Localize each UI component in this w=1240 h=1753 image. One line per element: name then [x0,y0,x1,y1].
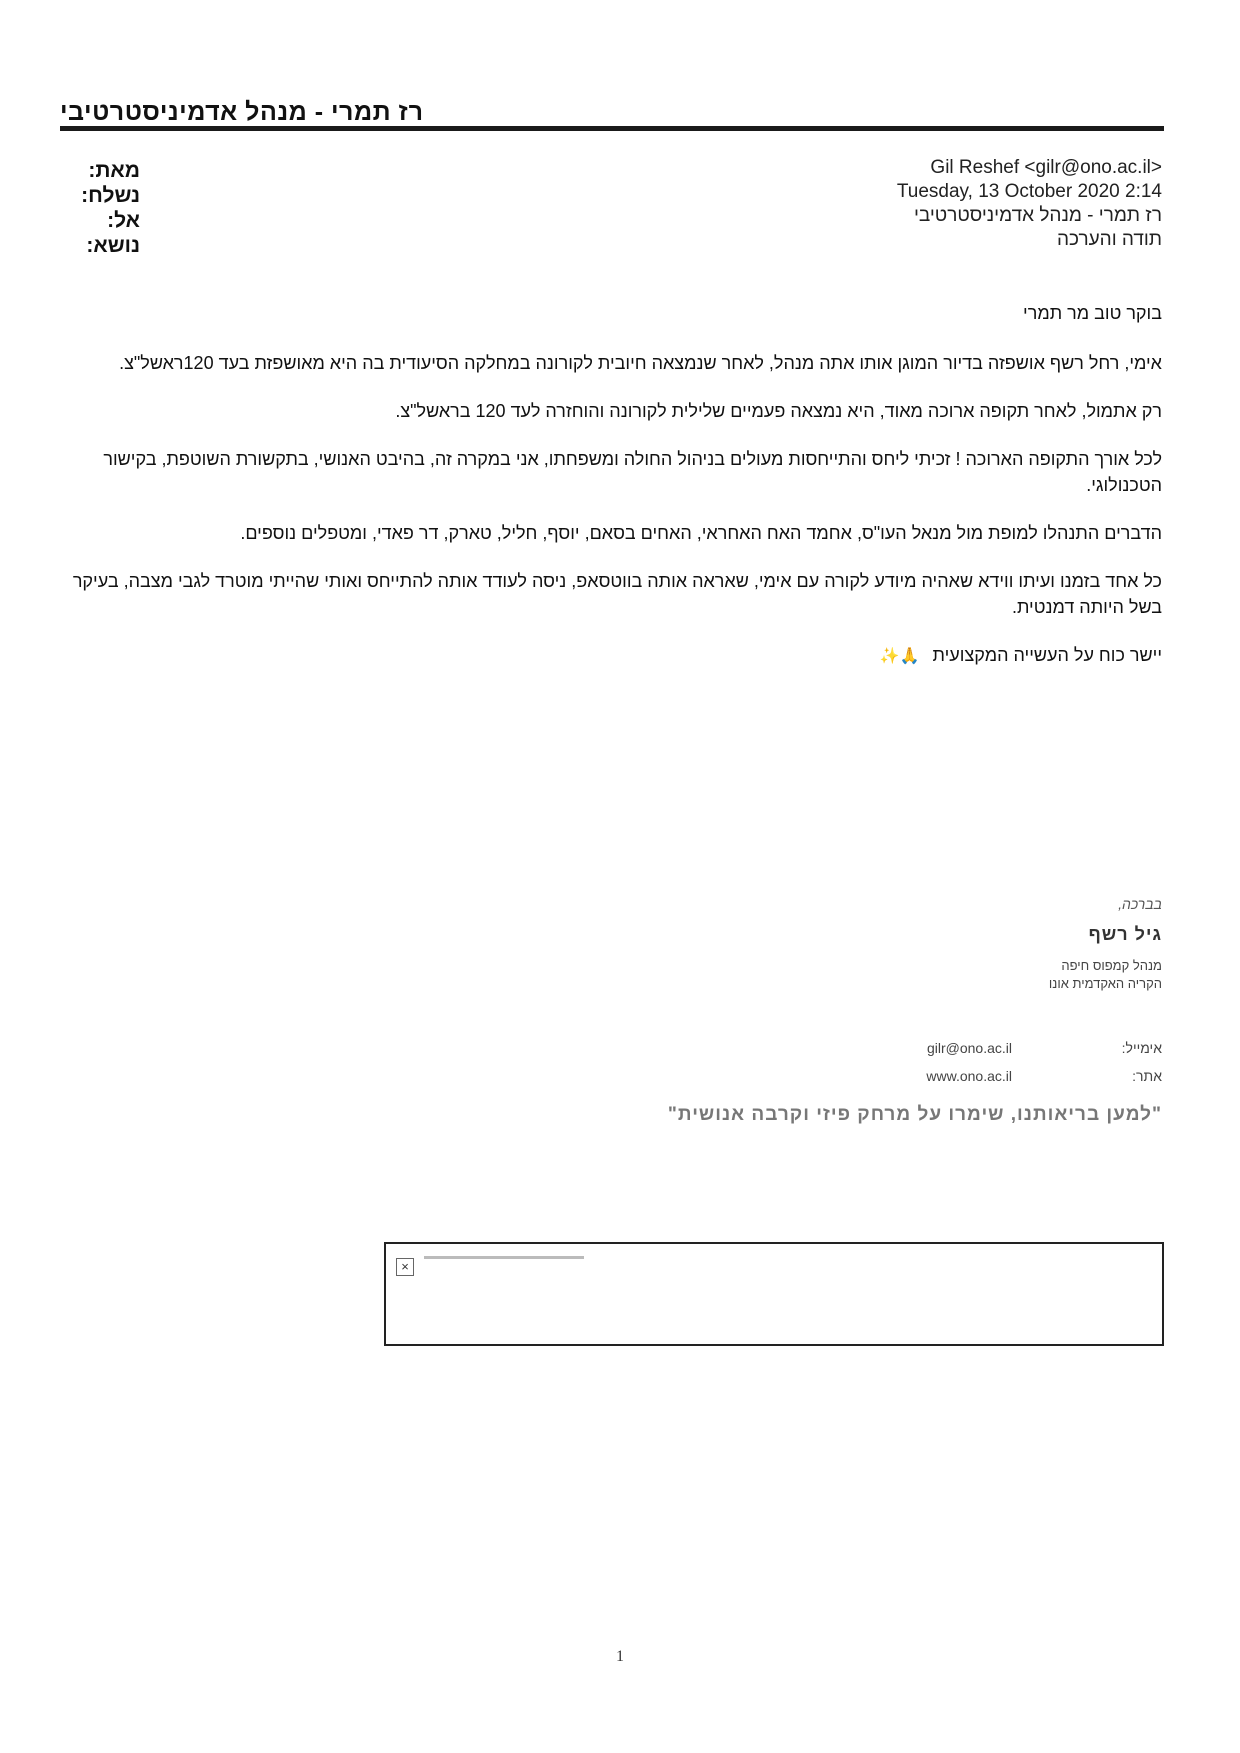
greeting: בוקר טוב מר תמרי [1023,303,1162,323]
paragraph-1: אימי, רחל רשף אושפזה בדיור המוגן אותו אתה מנהל, לאחר שנמצאה חיובית לקורונה במחלקה הסיעודית בה היא מאושפזת בעד 120ראשל"צ. [119,353,1162,373]
broken-image-placeholder [384,1242,1164,1346]
from-label: מאת: [88,159,140,182]
praying-hands-icon: 🙏✨ [879,648,920,665]
email-link[interactable]: gilr@ono.ac.il [926,1040,1012,1056]
to-value: רז תמרי - מנהל אדמיניסטרטיבי [913,205,1162,226]
site-link[interactable]: www.ono.ac.il [926,1068,1012,1084]
signature-role [762,957,1162,993]
email-label: אימייל: [1121,1040,1162,1056]
signature-role-title: מנהל קמפוס חיפה [1061,958,1162,973]
email-header-values [762,156,1162,252]
paragraph-6 [72,642,1162,670]
email-body [72,300,1162,692]
closing-line: יישר כוח על העשייה המקצועית [932,645,1162,665]
sent-label: נשלח: [81,184,140,207]
contact-email-row [832,1040,1162,1062]
broken-image-icon: × [396,1258,414,1276]
image-caption-line [424,1256,584,1259]
signature-slogan: "למען בריאותנו, שימרו על מרחק פיזי וקרבה אנושית" [667,1104,1162,1125]
subject-value: תודה והערכה [1057,229,1162,250]
sent-value: Tuesday, 13 October 2020 2:14 [896,181,1162,202]
paragraph-5: כל אחד בזמנו ועיתו ווידא שאהיה מיודע לקורה עם אימי, שאראה אותה בווטסאפ, ניסה לעודד אותה להתייחס ואותי שהייתי מוטרד לגבי מצבה, בעיקר בשל היותה דמנטית. [72,571,1162,617]
to-label: אל: [107,209,140,232]
email-header-labels [60,158,140,258]
subject-label: נושא: [86,234,140,257]
paragraph-3: לכל אורך התקופה הארוכה ! זכיתי ליחס והתייחסות מעולים בניהול החולה ומשפחתו, אני במקרה זה, בהיבט האנושי, בתקשורת השוטפת, בקישור הטכנולוגי. [103,449,1162,495]
title-divider [60,126,1164,131]
site-label: אתר: [1132,1068,1162,1084]
paragraph-2: רק אתמול, לאחר תקופה ארוכה מאוד, היא נמצאה פעמיים שלילית לקורונה והוחזרה לעד 120 בראשל"צ. [395,401,1162,421]
signature-name: גיל רשף [1088,924,1162,944]
from-value: <Gil Reshef <gilr@ono.ac.il [930,157,1162,178]
document-title: רז תמרי - מנהל אדמיניסטרטיבי [60,98,424,126]
page-number: 1 [616,1648,624,1665]
signature-blessing: בברכה, [1118,896,1162,912]
signature-block [762,896,1162,993]
paragraph-4: הדברים התנהלו למופת מול מנאל העו"ס, אחמד האח האחראי, האחים בסאם, יוסף, חליל, טארק, דר פאדי, ומטפלים נוספים. [240,523,1162,543]
signature-organization: הקריה האקדמית אונו [1048,976,1162,991]
contact-site-row [832,1068,1162,1090]
